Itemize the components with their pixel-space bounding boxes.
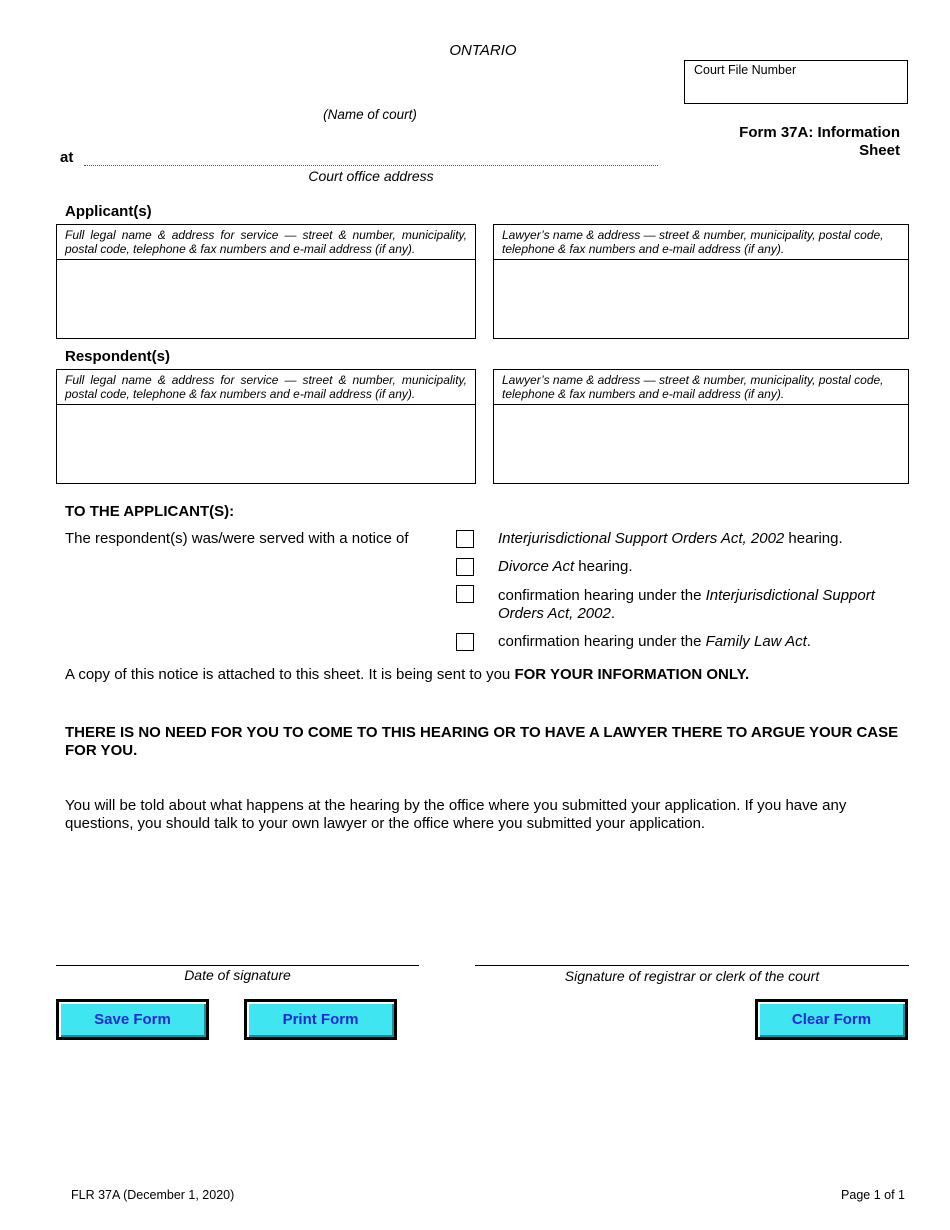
date-of-signature-label: Date of signature bbox=[184, 967, 291, 983]
form-title-line1: Form 37A: Information bbox=[739, 124, 900, 141]
isoa-confirmation-hearing-option: confirmation hearing under the Interjurisdictional Support Orders Act, 2002. bbox=[498, 587, 875, 622]
copy-notice-text: A copy of this notice is attached to this sheet. It is being sent to you FOR YOUR INFORMATION ONLY. bbox=[65, 666, 750, 683]
applicants-heading: Applicant(s) bbox=[65, 203, 152, 220]
applicant-lawyer-box[interactable] bbox=[493, 224, 909, 339]
applicant-party-label: Full legal name & address for service — street & number, municipality, postal code, telephone & fax numbers and e-mail address (if any). bbox=[57, 225, 475, 260]
respondent-lawyer-box[interactable] bbox=[493, 369, 909, 484]
fla-confirmation-hearing-checkbox[interactable] bbox=[456, 633, 474, 651]
to-applicants-heading: TO THE APPLICANT(S): bbox=[65, 503, 235, 520]
form-title-line2: Sheet bbox=[859, 142, 900, 159]
no-need-warning: THERE IS NO NEED FOR YOU TO COME TO THIS HEARING OR TO HAVE A LAWYER THERE TO ARGUE YOUR CASE FOR YOU. bbox=[65, 724, 899, 759]
court-file-number-label: Court File Number bbox=[694, 63, 797, 77]
province-title: ONTARIO bbox=[449, 42, 517, 59]
save-form-button[interactable]: Save Form bbox=[56, 999, 209, 1040]
form-title bbox=[640, 124, 900, 160]
respondent-party-label: Full legal name & address for service — street & number, municipality, postal code, telephone & fax numbers and e-mail address (if any). bbox=[57, 370, 475, 405]
at-label: at bbox=[60, 149, 74, 166]
isoa-hearing-checkbox[interactable] bbox=[456, 530, 474, 548]
print-form-button[interactable]: Print Form bbox=[244, 999, 397, 1040]
court-office-address-label: Court office address bbox=[308, 168, 434, 184]
court-office-address-field[interactable] bbox=[84, 165, 658, 166]
applicant-party-box[interactable] bbox=[56, 224, 476, 339]
clear-form-button[interactable]: Clear Form bbox=[755, 999, 908, 1040]
applicant-lawyer-label: Lawyer’s name & address — street & number, municipality, postal code, telephone & fax numbers and e-mail address (if any). bbox=[494, 225, 908, 260]
registrar-signature-label: Signature of registrar or clerk of the court bbox=[564, 968, 820, 984]
respondents-heading: Respondent(s) bbox=[65, 348, 170, 365]
told-about-hearing-text: You will be told about what happens at the hearing by the office where you submitted your application. If you have any questions, you should talk to your own lawyer or the office where you submitted your application. bbox=[65, 797, 847, 832]
date-of-signature-line[interactable] bbox=[56, 965, 419, 966]
name-of-court-label: (Name of court) bbox=[323, 107, 417, 122]
registrar-signature-line[interactable] bbox=[475, 965, 909, 966]
divorce-act-hearing-option: Divorce Act hearing. bbox=[498, 558, 633, 575]
court-file-number-field[interactable] bbox=[684, 60, 908, 104]
page-number: Page 1 of 1 bbox=[841, 1188, 905, 1202]
form-identifier: FLR 37A (December 1, 2020) bbox=[71, 1188, 235, 1202]
divorce-act-hearing-checkbox[interactable] bbox=[456, 558, 474, 576]
respondent-party-box[interactable] bbox=[56, 369, 476, 484]
served-notice-text: The respondent(s) was/were served with a notice of bbox=[65, 530, 409, 547]
isoa-hearing-option: Interjurisdictional Support Orders Act, 2002 hearing. bbox=[498, 530, 843, 547]
fla-confirmation-hearing-option: confirmation hearing under the Family Law Act. bbox=[498, 633, 811, 650]
respondent-lawyer-label: Lawyer’s name & address — street & number, municipality, postal code, telephone & fax numbers and e-mail address (if any). bbox=[494, 370, 908, 405]
isoa-confirmation-hearing-checkbox[interactable] bbox=[456, 585, 474, 603]
